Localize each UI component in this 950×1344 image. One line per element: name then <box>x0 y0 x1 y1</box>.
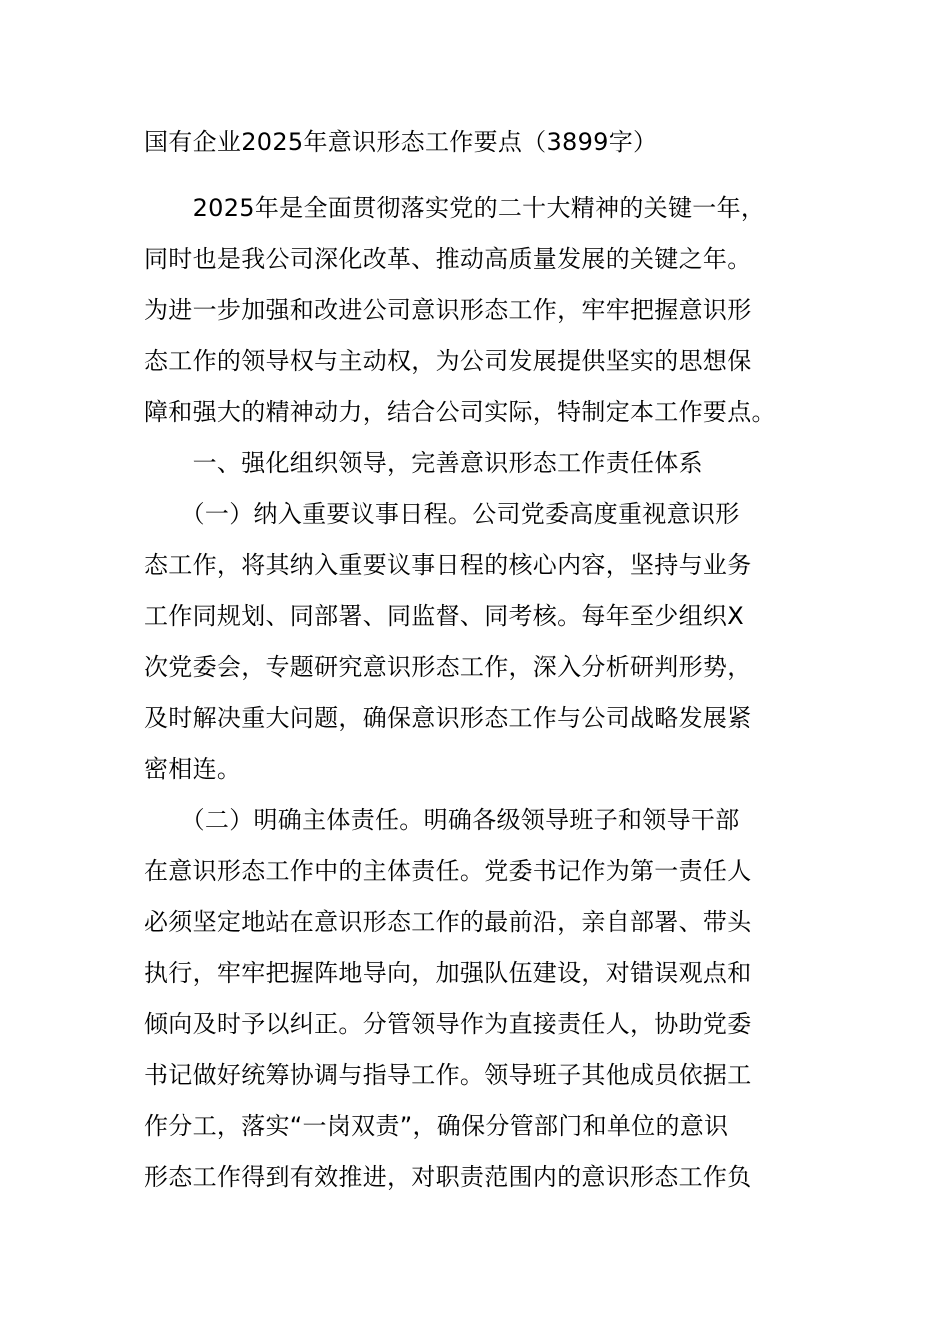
paragraph-line: 书记做好统筹协调与指导工作。领导班子其他成员依据工 <box>144 1061 752 1089</box>
paragraph-line: 必须坚定地站在意识形态工作的最前沿，亲自部署、带头 <box>144 908 752 936</box>
paragraph-line: 作分工，落实“一岗双责”，确保分管部门和单位的意识 <box>144 1112 729 1140</box>
paragraph-line: 同时也是我公司深化改革、推动高质量发展的关键之年。 <box>144 245 752 273</box>
paragraph-line: 工作同规划、同部署、同监督、同考核。每年至少组织X <box>144 602 744 630</box>
section-heading: 一、强化组织领导，完善意识形态工作责任体系 <box>144 449 703 477</box>
document-title: 国有企业2025年意识形态工作要点（3899字） <box>144 128 658 156</box>
paragraph-line: 态工作的领导权与主动权，为公司发展提供坚实的思想保 <box>144 347 752 375</box>
paragraph-line: 密相连。 <box>144 755 242 783</box>
paragraph-line: 及时解决重大问题，确保意识形态工作与公司战略发展紧 <box>144 704 752 732</box>
paragraph-line: 形态工作得到有效推进，对职责范围内的意识形态工作负 <box>144 1163 752 1191</box>
paragraph-line: （一）纳入重要议事日程。公司党委高度重视意识形 <box>144 500 740 528</box>
paragraph-line: 次党委会，专题研究意识形态工作，深入分析研判形势， <box>144 653 752 681</box>
paragraph-line: 2025年是全面贯彻落实党的二十大精神的关键一年， <box>144 194 766 222</box>
paragraph-line: （二）明确主体责任。明确各级领导班子和领导干部 <box>144 806 740 834</box>
paragraph-line: 在意识形态工作中的主体责任。党委书记作为第一责任人 <box>144 857 752 885</box>
paragraph-line: 执行，牢牢把握阵地导向，加强队伍建设，对错误观点和 <box>144 959 752 987</box>
paragraph-line: 为进一步加强和改进公司意识形态工作，牢牢把握意识形 <box>144 296 752 324</box>
paragraph-line: 障和强大的精神动力，结合公司实际，特制定本工作要点。 <box>144 398 776 426</box>
paragraph-line: 倾向及时予以纠正。分管领导作为直接责任人，协助党委 <box>144 1010 752 1038</box>
paragraph-line: 态工作，将其纳入重要议事日程的核心内容，坚持与业务 <box>144 551 752 579</box>
